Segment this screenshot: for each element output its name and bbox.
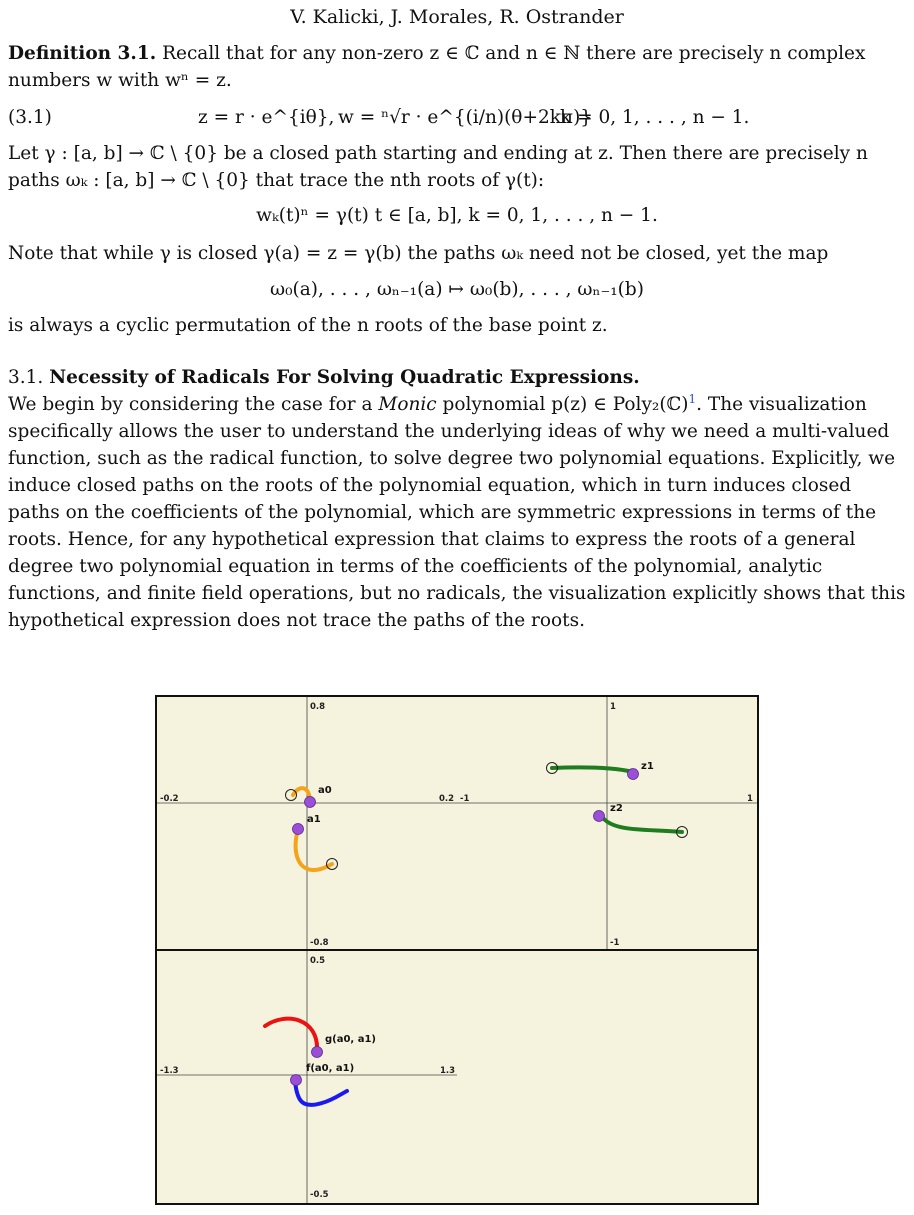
f-path — [295, 1081, 347, 1105]
equation-w-root: w = ⁿ√r · e^{(i/n)(θ+2kπ)} — [338, 107, 593, 128]
z2-label: z2 — [610, 803, 623, 814]
x-max-tick: 1.3 — [440, 1066, 456, 1076]
x-min-tick: -0.2 — [160, 794, 179, 804]
footnote-link[interactable]: 1 — [688, 391, 697, 406]
note-paragraph: Note that while γ is closed γ(a) = z = γ(b) the paths ωₖ need not be closed, yet the map — [8, 243, 829, 264]
x-max-tick: 1 — [747, 794, 753, 804]
y-min-tick: -0.8 — [310, 938, 329, 948]
definition-label: Definition 3.1. — [8, 43, 157, 64]
a0-point[interactable] — [305, 797, 316, 808]
section-number: 3.1. — [8, 367, 44, 388]
g-path — [265, 1019, 317, 1051]
z1-path — [552, 767, 633, 772]
running-header: V. Kalicki, J. Morales, R. Ostrander — [290, 6, 624, 28]
section-body-rest: . The visualization specifically allows the user to understand the underlying ideas of why we need a multi-valued function, such as the radical function, to solve degree two polynomial equations. Explicitly, we induce closed paths on the roots of the polynomial equation, which in turn induces closed paths on the coefficients of the polynomial, which are symmetric expressions in terms of the roots. Hence, for any hypothetical expression that claims to express the roots of a general degree two polynomial equation in terms of the coefficients of the polynomial, analytic functions, and finite field operations, but no radicals, the visualization explicitly shows that this hypothetical expression does not trace the paths of the roots. — [8, 394, 906, 631]
z2-path — [603, 818, 682, 832]
path-paragraph: Let γ : [a, b] → ℂ \ {0} be a closed path starting and ending at z. Then there are precisely n paths ωₖ : [a, b] → ℂ \ {0} that trace the nth roots of γ(t): — [8, 143, 868, 191]
section-body-prefix: We begin by considering the case for a — [8, 394, 379, 415]
roots-panel — [457, 697, 757, 949]
empty-panel — [457, 951, 757, 1203]
a1-label: a1 — [307, 814, 321, 825]
permutation-paragraph: is always a cyclic permutation of the n roots of the base point z. — [8, 315, 608, 336]
y-max-tick: 0.5 — [310, 956, 326, 966]
roots-plot — [457, 697, 757, 949]
equation-z-polar: z = r · e^{iθ}, — [198, 107, 335, 128]
section-heading — [8, 364, 906, 391]
section-body-mid: polynomial p(z) ∈ Poly₂(ℂ) — [436, 394, 689, 415]
figure-visualization — [155, 695, 759, 1205]
expression-plot — [157, 951, 457, 1203]
coefficient-panel — [157, 697, 457, 949]
section-body — [8, 391, 906, 634]
section-body-emphasis: Monic — [378, 394, 437, 415]
a0-label: a0 — [318, 785, 332, 796]
equation-k-range: k = 0, 1, . . . , n − 1. — [560, 107, 750, 128]
y-min-tick: -0.5 — [310, 1190, 329, 1200]
definition-recall-text: Recall that for any non-zero z ∈ ℂ and n ∈ ℕ there are precisely n complex numbers w with wⁿ = z. — [8, 43, 866, 91]
x-min-tick: -1.3 — [160, 1066, 179, 1076]
z1-label: z1 — [641, 761, 654, 772]
g-label: g(a0, a1) — [325, 1034, 376, 1045]
equation-number: (3.1) — [8, 107, 52, 128]
g-point[interactable] — [312, 1047, 323, 1058]
y-max-tick: 1 — [610, 702, 616, 712]
a1-point[interactable] — [293, 824, 304, 835]
section-title: Necessity of Radicals For Solving Quadratic Expressions. — [49, 367, 640, 388]
f-label: f(a0, a1) — [306, 1063, 355, 1074]
equation-3-1 — [8, 104, 906, 134]
f-point[interactable] — [291, 1075, 302, 1086]
y-min-tick: -1 — [610, 938, 620, 948]
z2-point[interactable] — [594, 811, 605, 822]
coefficient-plot — [157, 697, 457, 949]
z1-point[interactable] — [628, 769, 639, 780]
x-max-tick: 0.2 — [439, 794, 455, 804]
expression-panel — [157, 951, 457, 1203]
y-max-tick: 0.8 — [310, 702, 326, 712]
x-min-tick: -1 — [460, 794, 470, 804]
equation-root-paths: wₖ(t)ⁿ = γ(t) t ∈ [a, b], k = 0, 1, . . . , n − 1. — [256, 205, 658, 226]
definition-paragraph — [8, 40, 906, 94]
equation-permutation-map: ω₀(a), . . . , ωₙ₋₁(a) ↦ ω₀(b), . . . , ωₙ₋₁(b) — [270, 279, 644, 300]
